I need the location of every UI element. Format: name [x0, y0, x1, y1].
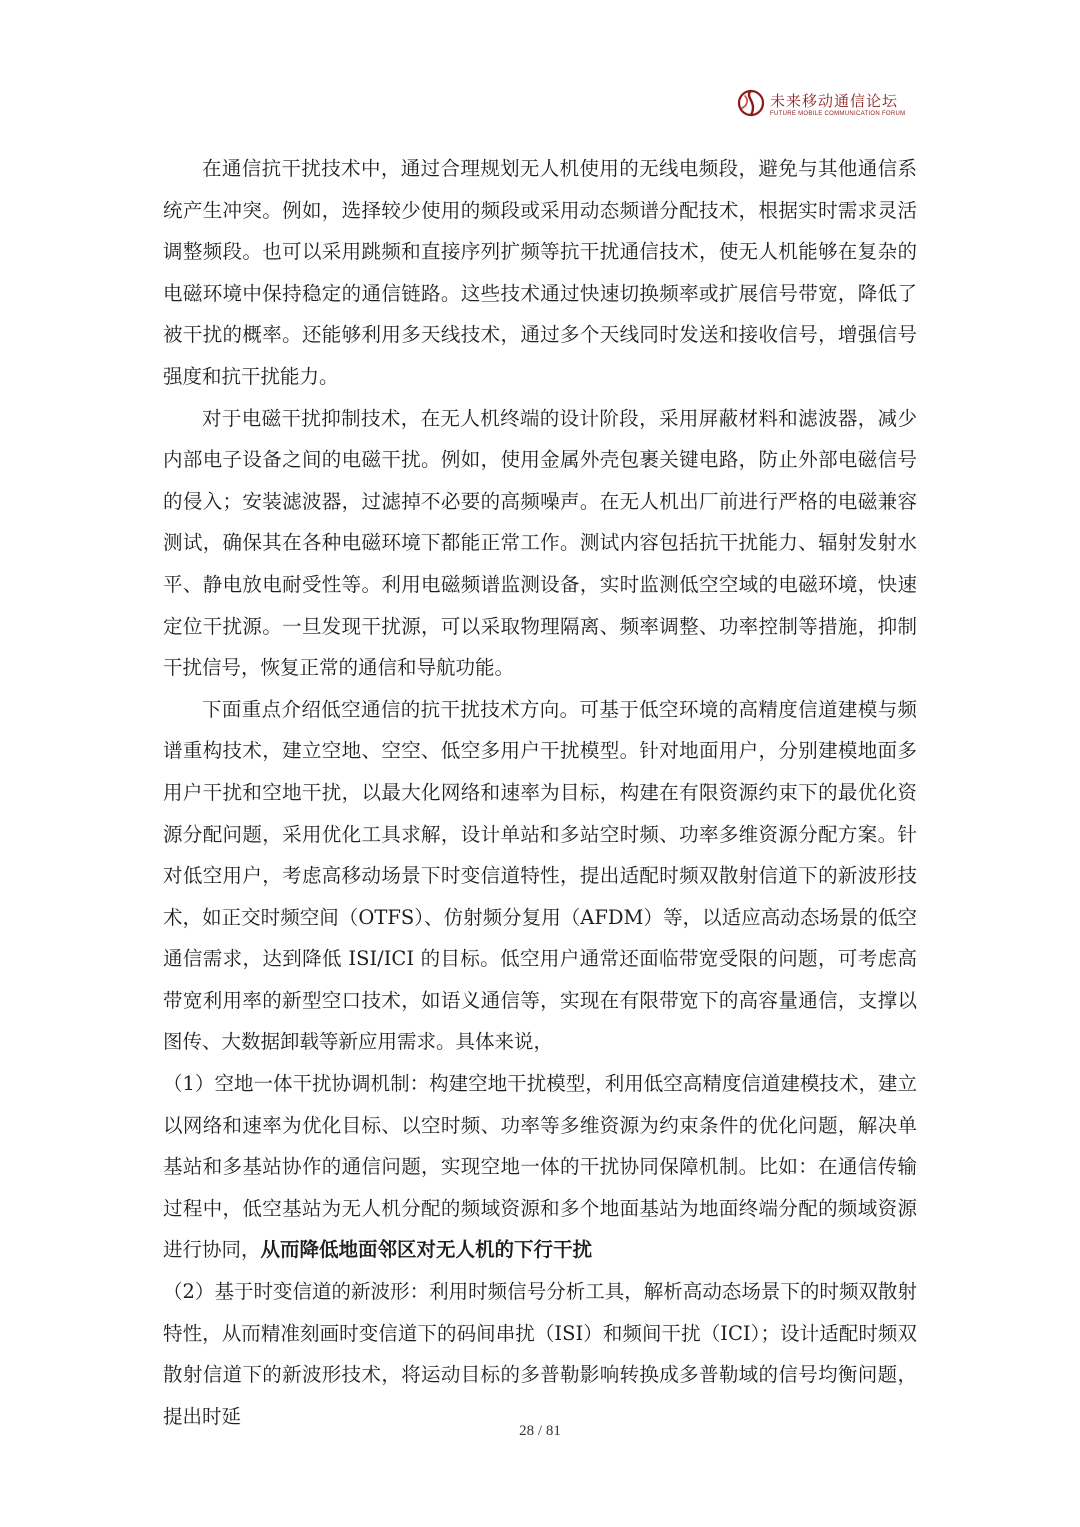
logo-english-name: FUTURE MOBILE COMMUNICATION FORUM [770, 111, 906, 117]
page-number: 28 / 81 [519, 1423, 561, 1439]
header-logo [736, 84, 906, 124]
paragraph-emi-suppression: 对于电磁干扰抑制技术，在无人机终端的设计阶段，采用屏蔽材料和滤波器，减少内部电子设备之间的电磁干扰。例如，使用金属外壳包裹关键电路，防止外部电磁信号的侵入；安装滤波器，过滤掉不必要的高频噪声。在无人机出厂前进行严格的电磁兼容测试，确保其在各种电磁环境下都能正常工作。测试内容包括抗干扰能力、辐射发射水平、静电放电耐受性等。利用电磁频谱监测设备，实时监测低空空域的电磁环境，快速定位干扰源。一旦发现干扰源，可以采取物理隔离、频率调整、功率控制等措施，抑制干扰信号，恢复正常的通信和导航功能。 [163, 406, 917, 680]
paragraph-anti-jamming: 在通信抗干扰技术中，通过合理规划无人机使用的无线电频段，避免与其他通信系统产生冲突。例如，选择较少使用的频段或采用动态频谱分配技术，根据实时需求灵活调整频段。也可以采用跳频和直接序列扩频等抗干扰通信技术，使无人机能够在复杂的电磁环境中保持稳定的通信链路。这些技术通过快速切换频率或扩展信号带宽，降低了被干扰的概率。还能够利用多天线技术，通过多个天线同时发送和接收信号，增强信号强度和抗干扰能力。 [163, 157, 917, 388]
document-body [163, 148, 917, 1437]
paragraph-research-directions: 下面重点介绍低空通信的抗干扰技术方向。可基于低空环境的高精度信道建模与频谱重构技术，建立空地、空空、低空多用户干扰模型。针对地面用户，分别建模地面多用户干扰和空地干扰，以最大化网络和速率为目标，构建在有限资源约束下的最优化资源分配问题，采用优化工具求解，设计单站和多站空时频、功率多维资源分配方案。针对低空用户，考虑高移动场景下时变信道特性，提出适配时频双散射信道下的新波形技术，如正交时频空间（OTFS）、仿射频分复用（AFDM）等，以适应高动态场景的低空通信需求，达到降低 ISI/ICI 的目标。低空用户通常还面临带宽受限的问题，可考虑高带宽利用率的新型空口技术，如语义通信等，实现在有限带宽下的高容量通信，支撑以图传、大数据卸载等新应用需求。具体来说， [163, 697, 917, 1054]
item-1-bold-text: 从而降低地面邻区对无人机的下行干扰 [260, 1238, 593, 1262]
paragraph-item-2: （2）基于时变信道的新波形：利用时频信号分析工具，解析高动态场景下的时频双散射特性，从而精准刻画时变信道下的码间串扰（ISI）和频间干扰（ICI）；设计适配时频双散射信道下的新波形技术，将运动目标的多普勒影响转换成多普勒域的信号均衡问题，提出时延 [163, 1280, 917, 1428]
item-1-text: （1）空地一体干扰协调机制：构建空地干扰模型，利用低空高精度信道建模技术，建立以网络和速率为优化目标、以空时频、功率等多维资源为约束条件的优化问题，解决单基站和多基站协作的通信问题，实现空地一体的干扰协同保障机制。比如：在通信传输过程中，低空基站为无人机分配的频域资源和多个地面基站为地面终端分配的频域资源进行协同， [163, 1072, 917, 1262]
logo-chinese-name: 未来移动通信论坛 [770, 92, 899, 110]
forum-swirl-icon [736, 88, 766, 118]
paragraph-item-1 [163, 1063, 917, 1271]
